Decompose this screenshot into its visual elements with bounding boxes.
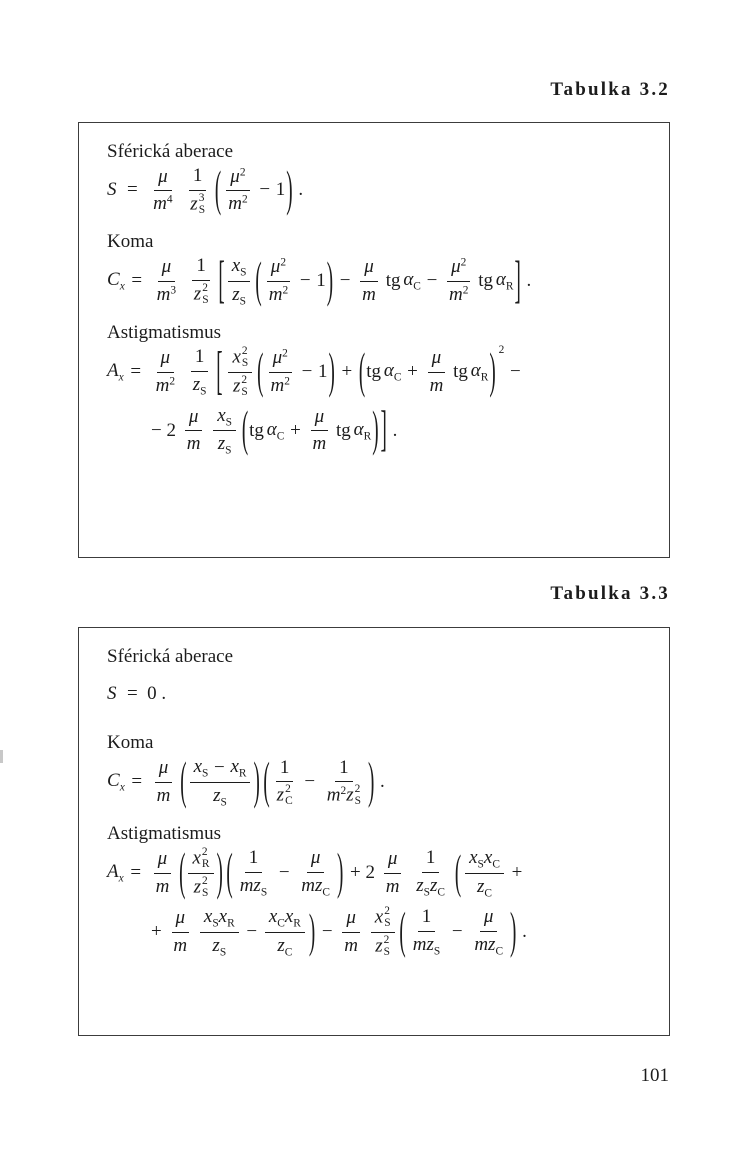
table-caption-3-3: Tabulka 3.3 <box>550 583 670 604</box>
formula: $C_x$ = $\frac{\mu}{m}$ ( $x_S$ − $x_R$ $z_S$ ) ( 1 z 2 C − 1 $m^2z$ 2 S ) . <box>107 753 385 812</box>
table-3-2-box <box>78 122 670 558</box>
section-label: Koma <box>107 230 154 252</box>
page-number: 101 <box>640 1065 669 1086</box>
section-label: Astigmatismus <box>107 321 222 343</box>
formula: S = 0 . <box>107 682 167 704</box>
formula: $C_x$ = $\frac{\mu}{m^3}$ 1 z 2 S [ $\frac{x_S}{z_S}$ ( $\frac{\mu^2}{m^2}$ − 1 ) − $\frac{\mu}{m}$ tg $\alpha_C$ − $\frac{\mu^2}{m^2}$ tg $\alpha_R$ ] . <box>107 252 532 310</box>
section-label: Sférická aberace <box>107 141 234 162</box>
formula: $A_x$ = $\frac{\mu}{m^2}$ $\frac{1}{z_S}$ [ x 2 S z 2 S ( $\frac{\mu^2}{m^2}$ − 1 ) + ( tg $\alpha_C$ + $\frac{\mu}{m}$ tg $\alpha_R$ ) 2 − <box>107 342 521 402</box>
scan-artifact-mark <box>0 750 3 763</box>
formula: S = $\frac{\mu}{m^4}$ 1 z 3 S ( $\frac{\mu^2}{m^2}$ − 1 ) . <box>107 163 304 219</box>
section-label: Koma <box>107 732 154 753</box>
formula: + $\frac{\mu}{m}$ $\frac{x_Sx_R}{z_S}$ − $\frac{x_Cx_R}{z_C}$ ) − $\frac{\mu}{m}$ x 2 S z 2 S ( $\frac{1}{mz_S}$ − $\frac{\mu}{mz_C}$ ) . <box>151 904 527 961</box>
section-label: Astigmatismus <box>107 822 222 844</box>
section-label: Sférická aberace <box>107 646 234 667</box>
formula: $A_x$ = $\frac{\mu}{m}$ ( x 2 R z 2 S ) ( $\frac{1}{mz_S}$ − $\frac{\mu}{mz_C}$ ) + 2 $\frac{\mu}{m}$ $\frac{1}{z_Sz_C}$ ( $\frac{x_Sx_C}{z_C}$ + <box>107 844 523 903</box>
table-3-3-box <box>78 627 670 1036</box>
formula: − 2 $\frac{\mu}{m}$ $\frac{x_S}{z_S}$ ( tg $\alpha_C$ + $\frac{\mu}{m}$ tg $\alpha_R$ ) ] . <box>151 403 398 459</box>
table-caption-3-2: Tabulka 3.2 <box>550 79 670 100</box>
